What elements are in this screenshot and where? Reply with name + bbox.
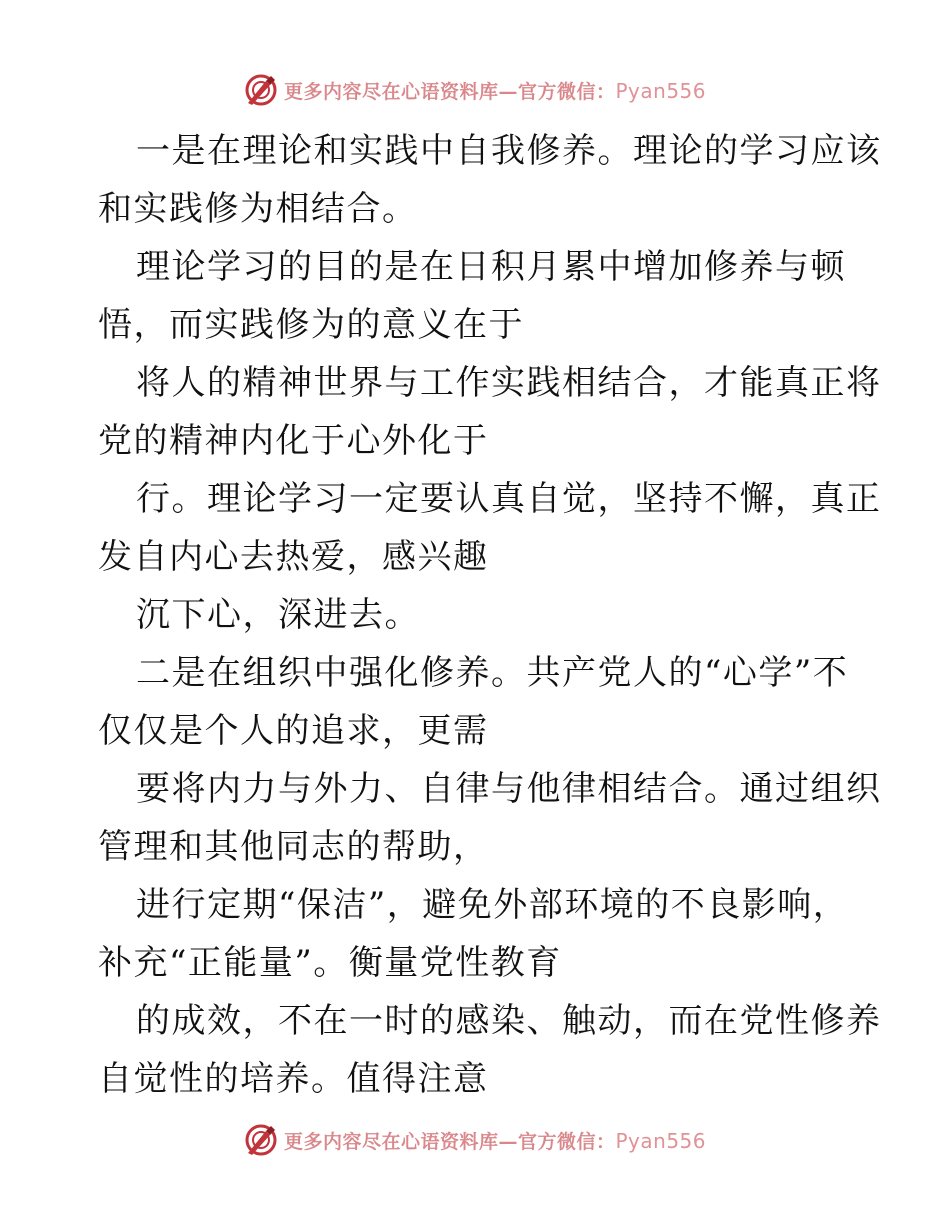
paragraph-first-line: 将人的精神世界与工作实践相结合，才能真正将	[136, 363, 882, 403]
paragraph-line: 自觉性的培养。值得注意	[98, 1059, 489, 1099]
paragraph-line: 补充“正能量”。衡量党性教育	[98, 943, 562, 983]
pen-logo-icon	[244, 73, 278, 107]
paragraph-first-line: 进行定期“保洁”，避免外部环境的不良影响，	[136, 885, 849, 925]
pen-logo-icon	[244, 1123, 278, 1157]
paragraph-first-line: 的成效，不在一时的感染、触动，而在党性修养	[136, 1001, 882, 1041]
paragraph-first-line: 行。理论学习一定要认真自觉，坚持不懈，真正	[136, 479, 882, 519]
paragraph-line: 悟，而实践修为的意义在于	[98, 305, 524, 345]
paragraph-line: 和实践修为相结合。	[98, 189, 418, 229]
watermark-text: 更多内容尽在心语资料库—官方微信：Pyan556	[283, 78, 707, 103]
paragraph-first-line: 一是在理论和实践中自我修养。理论的学习应该	[136, 131, 882, 171]
paragraph-first-line: 要将内力与外力、自律与他律相结合。通过组织	[136, 769, 882, 809]
paragraph-first-line: 沉下心，深进去。	[136, 595, 420, 635]
paragraph-line: 党的精神内化于心外化于	[98, 421, 489, 461]
footer-watermark	[0, 1120, 950, 1160]
header-watermark	[0, 70, 950, 110]
paragraph-first-line: 理论学习的目的是在日积月累中增加修养与顿	[136, 247, 846, 287]
paragraph-line: 发自内心去热爱，感兴趣	[98, 537, 489, 577]
paragraph-line: 仅仅是个人的追求，更需	[98, 711, 489, 751]
paragraph-line: 管理和其他同志的帮助，	[98, 827, 489, 867]
watermark-text: 更多内容尽在心语资料库—官方微信：Pyan556	[283, 1128, 707, 1153]
paragraph-first-line: 二是在组织中强化修养。共产党人的“心学”不	[136, 653, 849, 693]
